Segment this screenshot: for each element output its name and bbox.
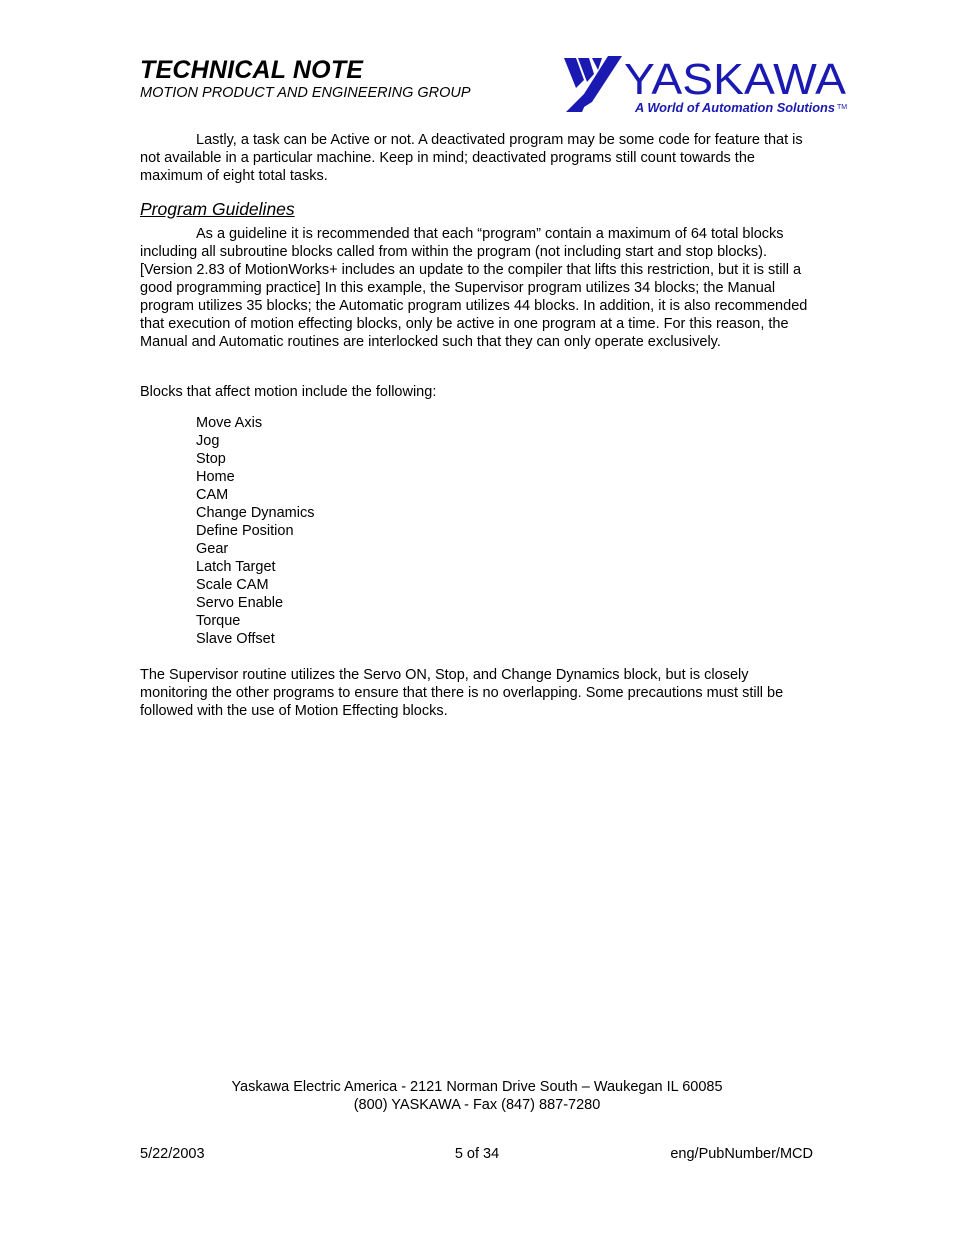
list-item: CAM xyxy=(196,487,229,503)
document-title: TECHNICAL NOTE xyxy=(140,56,364,84)
list-intro-block xyxy=(140,383,820,401)
footer-page-number: 5 of 34 xyxy=(454,1146,500,1162)
section-heading: Program Guidelines xyxy=(140,199,295,219)
list-item: Servo Enable xyxy=(196,595,284,611)
footer-doc-id: eng/PubNumber/MCD xyxy=(670,1146,813,1162)
list-item: Slave Offset xyxy=(196,631,275,647)
closing-block xyxy=(140,666,820,720)
list-item: Change Dynamics xyxy=(196,505,315,521)
document-subtitle: MOTION PRODUCT AND ENGINEERING GROUP xyxy=(140,85,471,101)
list-item: Latch Target xyxy=(196,559,276,575)
intro-block xyxy=(140,131,820,185)
closing-paragraph: The Supervisor routine utilizes the Servo ON, Stop, and Change Dynamics block, but is closely monitoring the other programs to ensure that there is no overlapping. Some precautions must still be followed with the use of Motion Effecting blocks. xyxy=(140,667,784,719)
guidelines-paragraph: As a guideline it is recommended that each “program” contain a maximum of 64 total blocks including all subroutine blocks called from within the program (not including start and stop blocks). [Version 2.83 of MotionWorks+ includes an update to the compiler that lifts this restriction, but it is still a good programming practice] In this example, the Supervisor program utilizes 34 blocks; the Manual program utilizes 35 blocks; the Automatic program utilizes 44 blocks. In addition, it is also recommended that execution of motion effecting blocks, only be active in one program at a time. For this reason, the Manual and Automatic routines are interlocked such that they can only operate exclusively. xyxy=(140,226,808,350)
yaskawa-emblem-icon xyxy=(564,56,622,112)
list-item: Define Position xyxy=(196,523,294,539)
address-line-2: (800) YASKAWA - Fax (847) 887-7280 xyxy=(353,1097,601,1113)
list-item: Move Axis xyxy=(196,415,263,431)
list-intro: Blocks that affect motion include the following: xyxy=(140,384,437,400)
intro-paragraph: Lastly, a task can be Active or not. A deactivated program may be some code for feature that is not available in a particular machine. Keep in mind; deactivated programs still count towards the maximum of eight total tasks. xyxy=(140,132,803,184)
motion-blocks-list xyxy=(196,414,314,648)
logo-tagline: A World of Automation Solutions xyxy=(634,100,835,115)
list-item: Stop xyxy=(196,451,226,467)
logo-trademark: TM xyxy=(837,104,848,111)
yaskawa-logo xyxy=(562,54,852,116)
list-item: Jog xyxy=(196,433,220,449)
list-item: Scale CAM xyxy=(196,577,269,593)
list-item: Home xyxy=(196,469,235,485)
logo-brand: YASKAWA xyxy=(624,55,847,104)
address-line-1: Yaskawa Electric America - 2121 Norman Drive South – Waukegan IL 60085 xyxy=(231,1079,723,1095)
footer-address xyxy=(0,1078,954,1114)
guidelines-block xyxy=(140,225,820,351)
list-item: Torque xyxy=(196,613,241,629)
footer-date: 5/22/2003 xyxy=(140,1146,205,1162)
list-item: Gear xyxy=(196,541,229,557)
